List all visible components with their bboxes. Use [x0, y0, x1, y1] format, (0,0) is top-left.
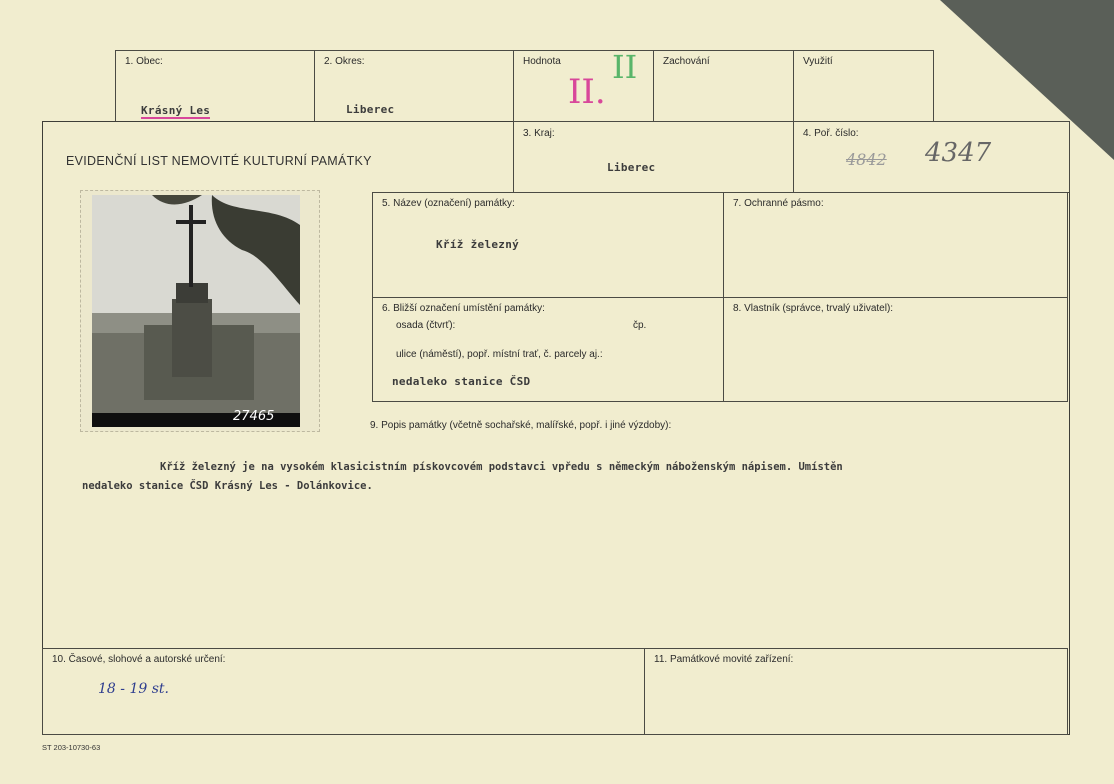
- hodnota-value-pink: II.: [568, 72, 606, 112]
- popis-line-2: nedaleko stanice ČSD Krásný Les - Dolánkovice.: [82, 480, 373, 492]
- por-cislo-value: 4347: [925, 138, 992, 168]
- por-cislo-crossed: 4842: [846, 150, 887, 169]
- hodnota-label: Hodnota: [523, 56, 561, 67]
- ochranne-pasmo-label: 7. Ochranné pásmo:: [733, 198, 824, 209]
- photo-number: 27465: [233, 409, 275, 424]
- form-code: ST 203-10730-63: [42, 743, 101, 752]
- vlastnik-label: 8. Vlastník (správce, trvalý uživatel):: [733, 303, 894, 314]
- por-cislo-label: 4. Poř. číslo:: [803, 128, 859, 139]
- nazev-value: Kříž železný: [436, 238, 520, 251]
- urceni-label: 10. Časové, slohové a autorské určení:: [52, 654, 226, 665]
- kraj-value: Liberec: [607, 161, 656, 174]
- vyuziti-label: Využití: [803, 56, 833, 67]
- umisteni-cp-label: čp.: [633, 320, 647, 331]
- umisteni-osada-label: osada (čtvrť):: [396, 320, 456, 331]
- obec-value: Krásný Les: [141, 104, 211, 117]
- obec-label: 1. Obec:: [125, 56, 163, 67]
- kraj-label: 3. Kraj:: [523, 128, 555, 139]
- form-title: EVIDENČNÍ LIST NEMOVITÉ KULTURNÍ PAMÁTKY: [66, 154, 372, 168]
- movite-label: 11. Památkové movité zařízení:: [654, 654, 794, 665]
- okres-label: 2. Okres:: [324, 56, 365, 67]
- monument-photo: [80, 190, 320, 432]
- nazev-label: 5. Název (označení) památky:: [382, 198, 515, 209]
- urceni-value: 18 - 19 st.: [98, 681, 169, 697]
- zachovani-label: Zachování: [663, 56, 710, 67]
- field-kraj-box: [513, 121, 794, 193]
- umisteni-value: nedaleko stanice ČSD: [392, 375, 531, 388]
- photo-image: [92, 195, 300, 427]
- hodnota-value-green: II: [612, 48, 638, 86]
- popis-label: 9. Popis památky (včetně sochařské, malířské, popř. i jiné výzdoby):: [370, 420, 672, 431]
- okres-value: Liberec: [346, 103, 395, 116]
- umisteni-label: 6. Bližší označení umístění památky:: [382, 303, 545, 314]
- popis-line-1: Kříž železný je na vysokém klasicistním pískovcovém podstavci vpředu s německým náboženským nápisem. Umístěn: [160, 461, 843, 473]
- umisteni-ulice-label: ulice (náměstí), popř. místní trať, č. parcely aj.:: [396, 349, 603, 360]
